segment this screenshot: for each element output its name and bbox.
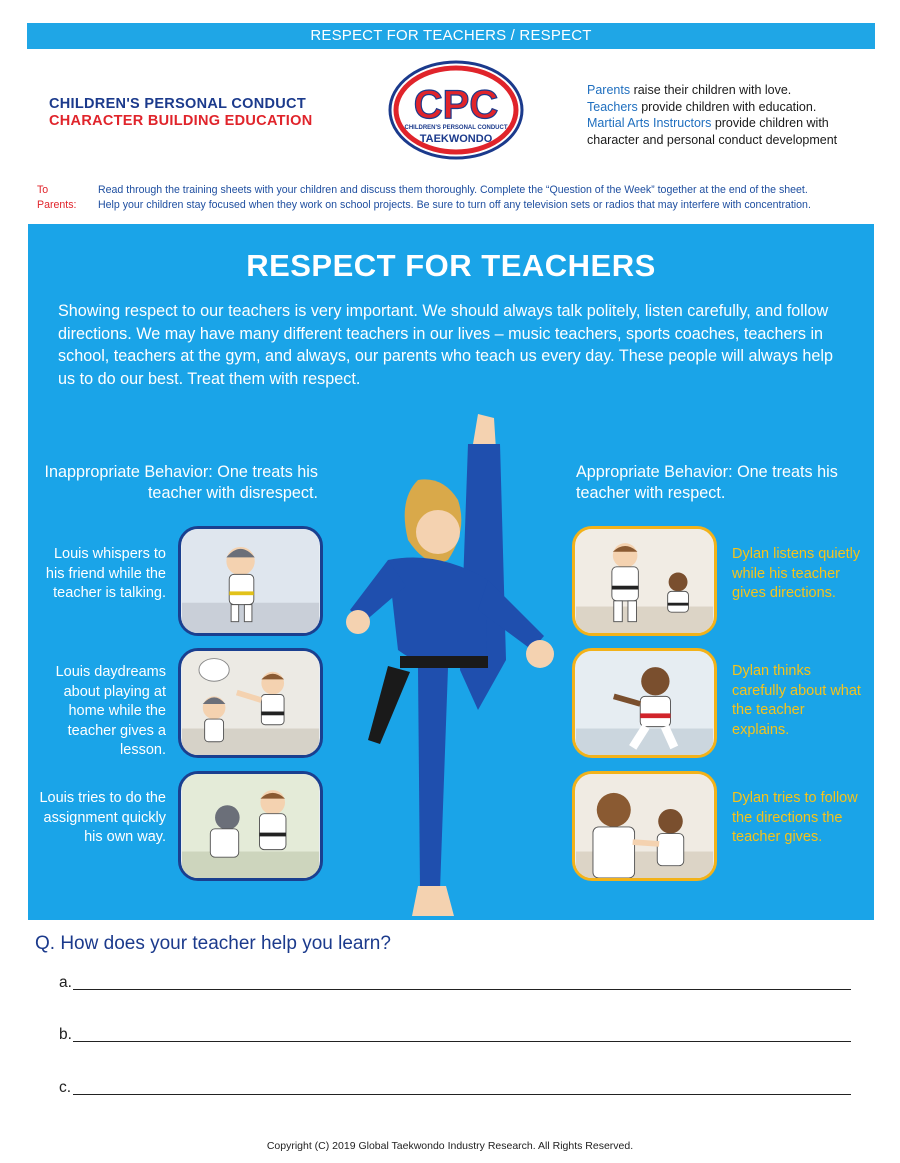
top-banner: RESPECT FOR TEACHERS / RESPECT xyxy=(27,23,875,49)
role-teachers: Teachers provide children with education. xyxy=(587,99,817,114)
cpc-taekwondo-logo xyxy=(388,60,524,160)
dylan-follows-illustration xyxy=(572,771,717,881)
answer-line-c[interactable] xyxy=(59,1073,851,1095)
answer-label-a: a. xyxy=(59,974,72,991)
louis-caption-3: Louis tries to do the assignment quickly his own way. xyxy=(39,790,166,845)
louis-daydreams-illustration xyxy=(178,648,323,758)
role-parents: Parents raise their children with love. xyxy=(587,83,792,97)
inappropriate-heading: Inappropriate Behavior: One treats his teacher with disrespect. xyxy=(44,463,318,502)
dylan-caption-3: Dylan tries to follow the directions the teacher gives. xyxy=(732,790,858,845)
dylan-caption-2: Dylan thinks carefully about what the teacher explains. xyxy=(732,663,861,738)
logo-arc-text: CHILDREN'S PERSONAL CONDUCT xyxy=(404,125,508,131)
appropriate-heading: Appropriate Behavior: One treats his teacher with respect. xyxy=(576,463,838,502)
brand-line-1: CHILDREN'S PERSONAL CONDUCT xyxy=(49,96,306,112)
dylan-thinks-illustration xyxy=(572,648,717,758)
answer-rule-c xyxy=(73,1094,851,1095)
dylan-caption-1: Dylan listens quietly while his teacher gives directions. xyxy=(732,546,861,601)
dylan-listens-illustration xyxy=(572,526,717,636)
brand-line-2: CHARACTER BUILDING EDUCATION xyxy=(49,113,313,129)
to-parents-body: Read through the training sheets with your children and discuss them thoroughly. Complete the “Question of the Week” together at the end of the sheet. Help your children stay focused when they work on school projects. Be sure to turn off any television sets or radios that may interfere with concentration. xyxy=(98,184,811,211)
to-parents-label: To Parents: xyxy=(37,184,77,211)
lesson-intro: Showing respect to our teachers is very important. We should always talk politely, listen carefully, and follow directions. We may have many different teachers in our lives – music teachers, sports coaches, teachers in school, teachers at the gym, and always, our parents who teach us every day. These people will always help us to do our best. Treat them with respect. xyxy=(58,302,834,388)
copyright-footer: Copyright (C) 2019 Global Taekwondo Industry Research. All Rights Reserved. xyxy=(266,1140,634,1152)
role-instructors: Martial Arts Instructors provide children with character and personal conduct development xyxy=(587,116,838,147)
answer-label-b: b. xyxy=(59,1026,72,1043)
logo-letters: CPC xyxy=(413,83,499,127)
answer-rule-b xyxy=(73,1041,851,1042)
taekwondo-hero-illustration xyxy=(328,410,573,920)
answer-label-c: c. xyxy=(59,1079,72,1096)
logo-bottom-text: TAEKWONDO xyxy=(419,133,493,145)
question-of-the-week: Q. How does your teacher help you learn? xyxy=(35,933,391,954)
louis-assignment-illustration xyxy=(178,771,323,881)
louis-whispers-illustration xyxy=(178,526,323,636)
answer-line-a[interactable] xyxy=(59,968,851,990)
brand-text xyxy=(49,96,312,130)
louis-caption-2: Louis daydreams about playing at home while the teacher gives a lesson. xyxy=(55,664,166,758)
answer-rule-a xyxy=(73,989,851,990)
lesson-panel xyxy=(28,224,874,920)
louis-caption-1: Louis whispers to his friend while the teacher is talking. xyxy=(45,546,166,601)
answer-line-b[interactable] xyxy=(59,1020,851,1042)
lesson-title: RESPECT FOR TEACHERS xyxy=(246,248,656,283)
roles-statement xyxy=(587,82,877,148)
